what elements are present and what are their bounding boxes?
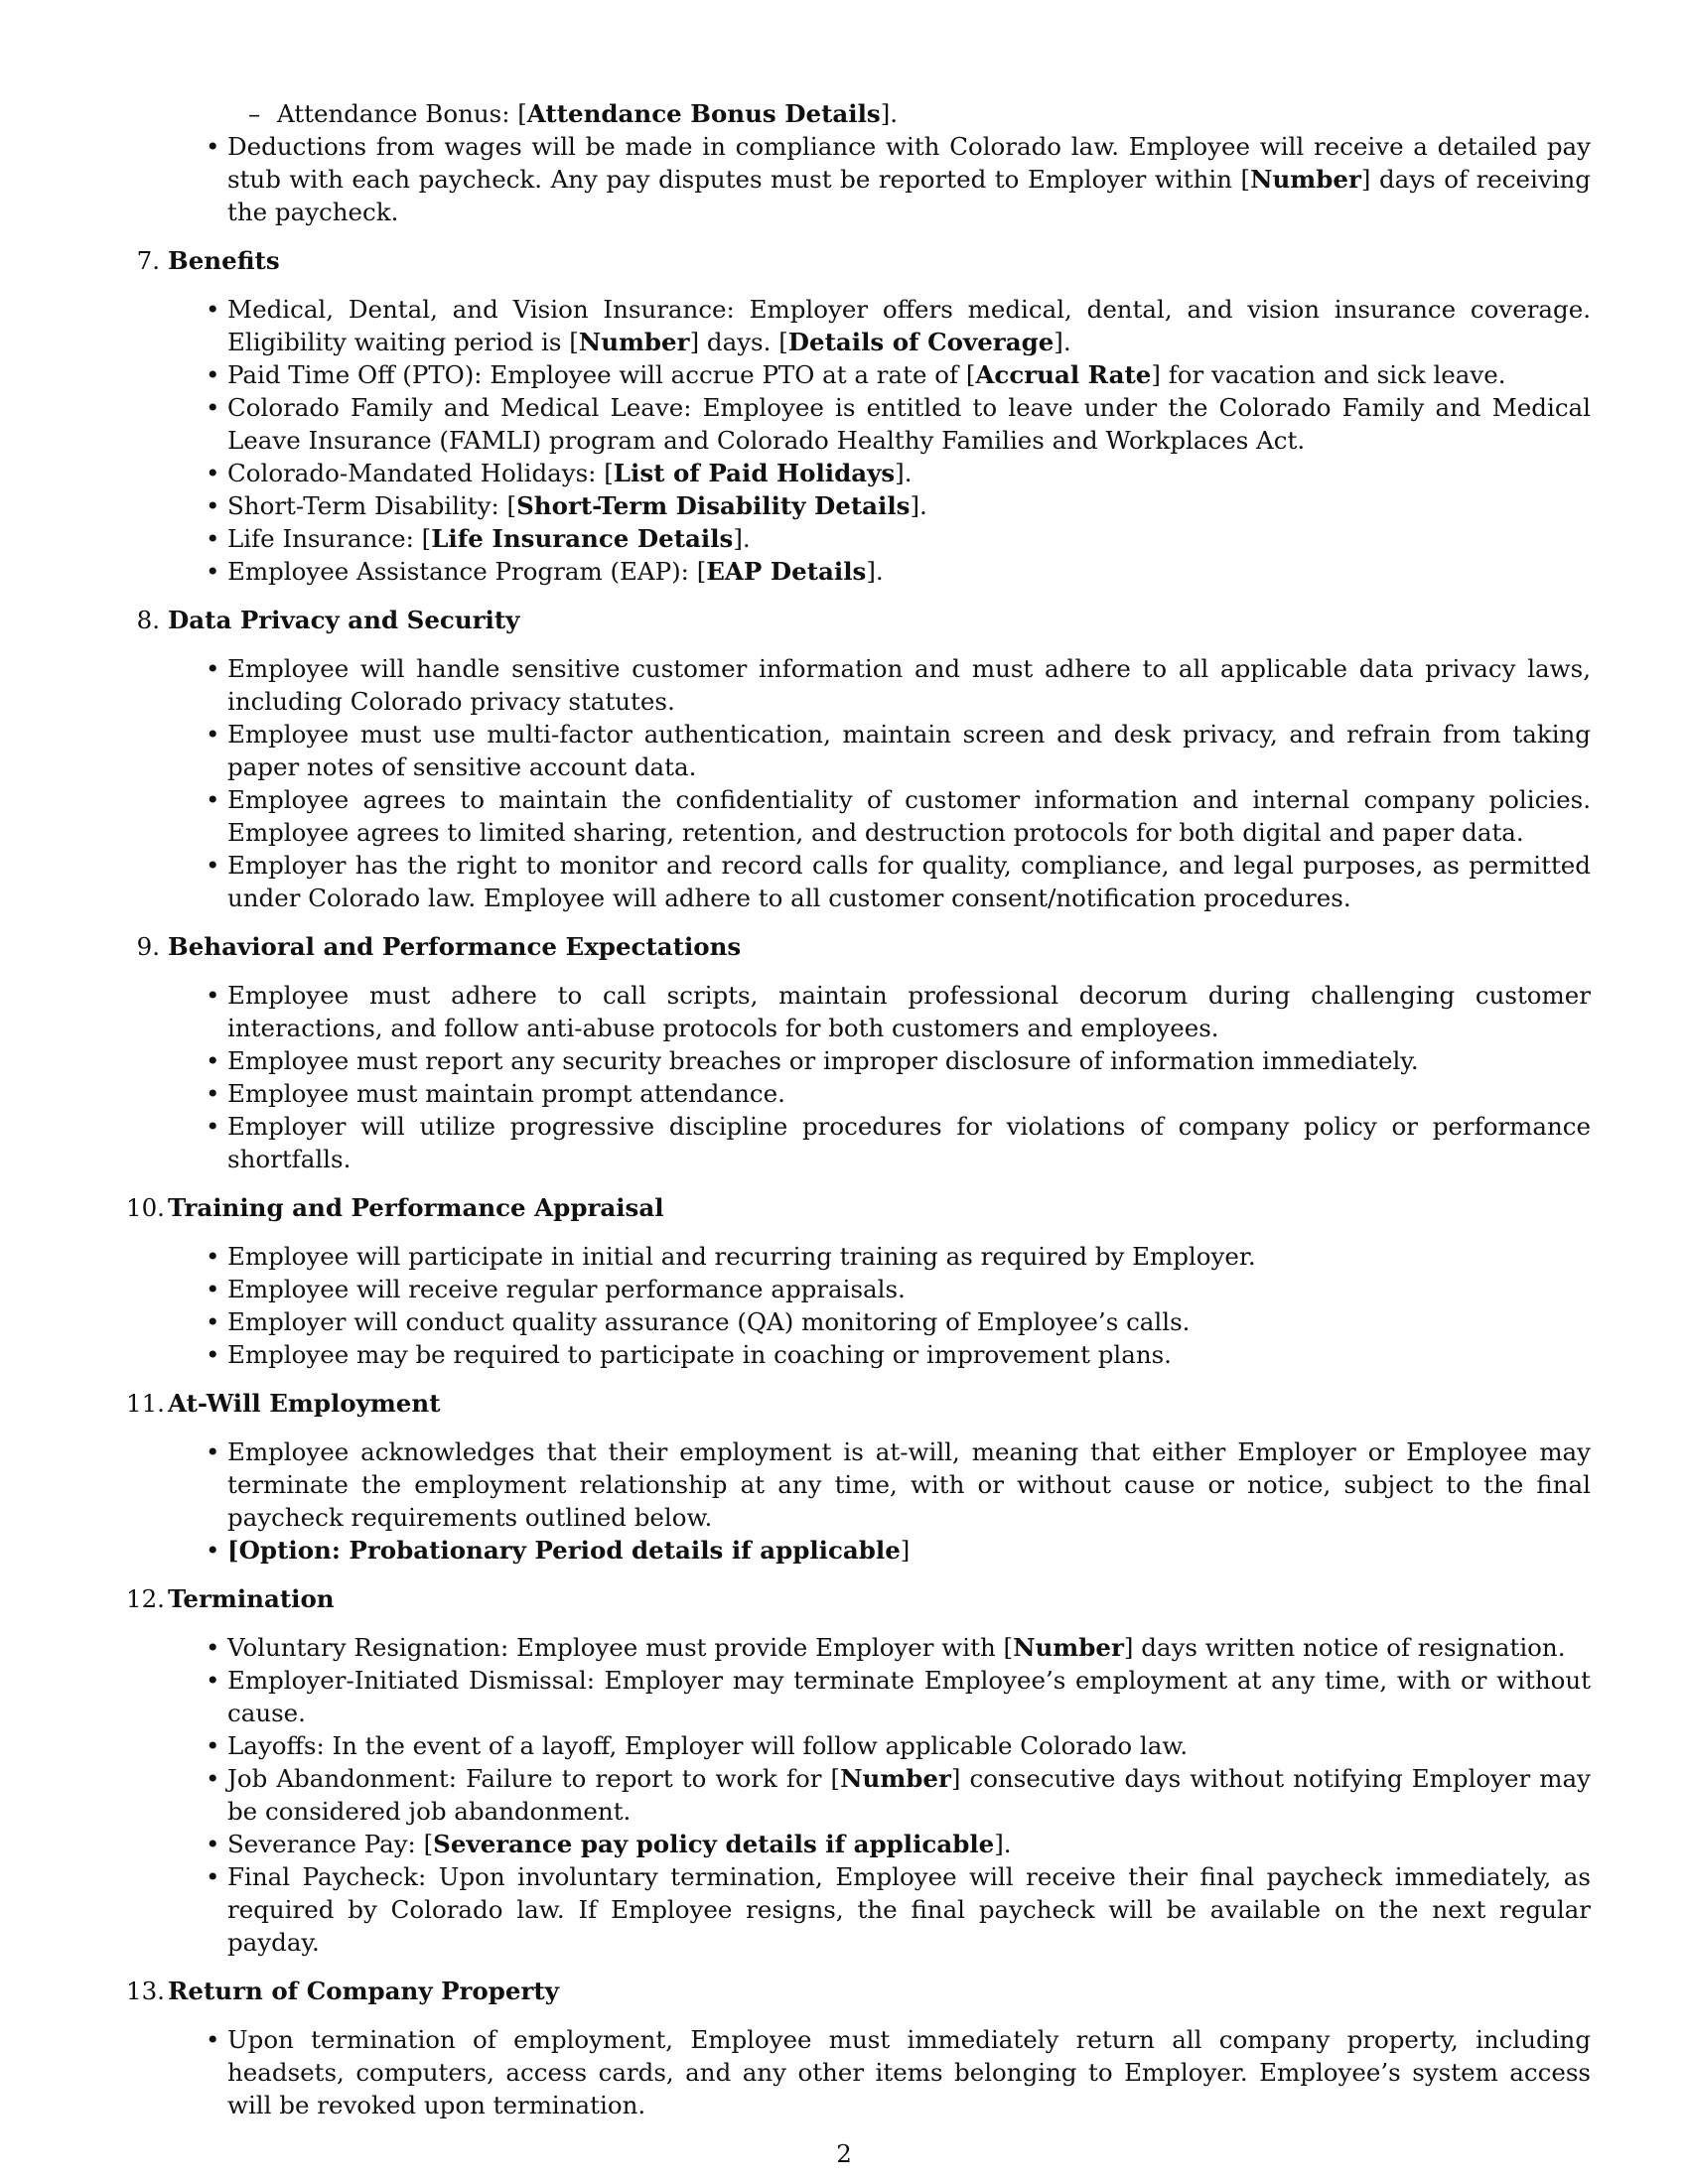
list-item: • Life Insurance: [Life Insurance Details]. xyxy=(227,522,1591,555)
list-item: • Employer will conduct quality assurance (QA) monitoring of Employee’s calls. xyxy=(227,1305,1591,1338)
placeholder: Number xyxy=(1250,165,1361,194)
list-item: • Employer has the right to monitor and record calls for quality, compliance, and legal purposes, as permitted under Colorado law. Employee will adhere to all customer consent/notification procedures. xyxy=(227,849,1591,914)
list-item: • Final Paycheck: Upon involuntary termination, Employee will receive their final paycheck immediately, as required by Colorado law. If Employee resigns, the final paycheck will be available on the next regular payday. xyxy=(227,1860,1591,1959)
at-will-list xyxy=(126,1435,1591,1567)
section-title: At-Will Employment xyxy=(168,1389,441,1418)
document-body xyxy=(126,97,1591,2121)
page-number: 2 xyxy=(836,2139,852,2168)
benefits-list xyxy=(126,293,1591,588)
list-item: • Colorado-Mandated Holidays: [List of Paid Holidays]. xyxy=(227,457,1591,489)
placeholder: Accrual Rate xyxy=(975,360,1152,389)
placeholder: Option: Probationary Period details if applicable xyxy=(238,1536,901,1565)
section-heading xyxy=(126,244,1591,277)
termination-list xyxy=(126,1631,1591,1959)
section-training xyxy=(126,1191,1591,1371)
list-item: • Layoffs: In the event of a layoff, Employer will follow applicable Colorado law. xyxy=(227,1729,1591,1762)
training-list xyxy=(126,1240,1591,1371)
section-title: Termination xyxy=(168,1584,335,1613)
list-item: • Employee must adhere to call scripts, maintain professional decorum during challenging customer interactions, and follow anti-abuse protocols for both customers and employees. xyxy=(227,979,1591,1044)
data-privacy-list xyxy=(126,652,1591,914)
section-behavioral-expectations xyxy=(126,930,1591,1175)
list-item: • Upon termination of employment, Employee must immediately return all company property, including headsets, computers, access cards, and any other items belonging to Employer. Employee’s system access will be revoked upon termination. xyxy=(227,2023,1591,2121)
list-item: • Paid Time Off (PTO): Employee will accrue PTO at a rate of [Accrual Rate] for vacation and sick leave. xyxy=(227,358,1591,391)
section-heading xyxy=(126,930,1591,963)
section-number: 7. xyxy=(136,246,160,275)
placeholder: Number xyxy=(1013,1633,1124,1662)
placeholder: Life Insurance Details xyxy=(431,524,734,553)
list-item: • Deductions from wages will be made in compliance with Colorado law. Employee will receive a detailed pay stub with each paycheck. Any pay disputes must be reported to Employer within [Number] days of receiving the paycheck. xyxy=(227,130,1591,228)
list-item: • Employee Assistance Program (EAP): [EAP Details]. xyxy=(227,555,1591,588)
section-at-will xyxy=(126,1387,1591,1567)
section-termination xyxy=(126,1582,1591,1959)
section-number: 11. xyxy=(126,1389,165,1418)
behavior-list xyxy=(126,979,1591,1175)
section-number: 13. xyxy=(126,1977,165,2005)
section-title: Training and Performance Appraisal xyxy=(168,1193,664,1222)
list-item: • Employee will receive regular performance appraisals. xyxy=(227,1273,1591,1305)
list-item: • Colorado Family and Medical Leave: Employee is entitled to leave under the Colorado Family and Medical Leave Insurance (FAMLI) program and Colorado Healthy Families and Workplaces Act. xyxy=(227,391,1591,457)
placeholder: Attendance Bonus Details xyxy=(526,99,881,128)
list-item: • Employee must use multi-factor authentication, maintain screen and desk privacy, and refrain from taking paper notes of sensitive account data. xyxy=(227,718,1591,783)
dash-marker: – xyxy=(248,99,261,128)
section-title: Benefits xyxy=(168,246,280,275)
list-item: • Medical, Dental, and Vision Insurance: Employer offers medical, dental, and vision insurance coverage. Eligibility waiting period is [Number] days. [Details of Coverage]. xyxy=(227,293,1591,358)
list-item: • Employer will utilize progressive discipline procedures for violations of company policy or performance shortfalls. xyxy=(227,1110,1591,1175)
placeholder: Number xyxy=(840,1764,951,1793)
section-heading xyxy=(126,604,1591,636)
attendance-bonus-subitem: – Attendance Bonus: [Attendance Bonus Details]. xyxy=(248,99,899,128)
list-item: • Employee acknowledges that their employment is at-will, meaning that either Employer or Employee may terminate the employment relationship at any time, with or without cause or notice, subject to the final paycheck requirements outlined below. xyxy=(227,1435,1591,1534)
section-return-property xyxy=(126,1975,1591,2121)
list-item: • [Option: Probationary Period details if applicable] xyxy=(227,1534,1591,1567)
list-item: • Employee must maintain prompt attendance. xyxy=(227,1077,1591,1110)
list-item: • Severance Pay: [Severance pay policy details if applicable]. xyxy=(227,1828,1591,1860)
section-benefits xyxy=(126,244,1591,588)
section-title: Data Privacy and Security xyxy=(168,606,520,634)
placeholder: List of Paid Holidays xyxy=(613,459,896,487)
list-item: • Voluntary Resignation: Employee must provide Employer with [Number] days written notice of resignation. xyxy=(227,1631,1591,1664)
section-heading xyxy=(126,1582,1591,1615)
list-item: • Employee may be required to participate in coaching or improvement plans. xyxy=(227,1338,1591,1371)
list-item: • Short-Term Disability: [Short-Term Disability Details]. xyxy=(227,489,1591,522)
list-item: • Employee will handle sensitive customer information and must adhere to all applicable data privacy laws, including Colorado privacy statutes. xyxy=(227,652,1591,718)
list-item: • Employee agrees to maintain the confidentiality of customer information and internal company policies. Employee agrees to limited sharing, retention, and destruction protocols for both digital and paper data. xyxy=(227,783,1591,849)
section-heading xyxy=(126,1387,1591,1420)
section-number: 9. xyxy=(136,932,160,961)
section-title: Behavioral and Performance Expectations xyxy=(168,932,742,961)
placeholder: Number xyxy=(578,328,690,356)
list-item: • Employer-Initiated Dismissal: Employer may terminate Employee’s employment at any time, with or without cause. xyxy=(227,1664,1591,1729)
section-number: 12. xyxy=(126,1584,165,1613)
return-property-list xyxy=(126,2023,1591,2121)
placeholder: EAP Details xyxy=(706,557,867,586)
section-data-privacy xyxy=(126,604,1591,914)
placeholder: Short-Term Disability Details xyxy=(516,491,911,520)
list-item: • Job Abandonment: Failure to report to work for [Number] consecutive days without notifying Employer may be considered job abandonment. xyxy=(227,1762,1591,1828)
list-item: • Employee will participate in initial and recurring training as required by Employer. xyxy=(227,1240,1591,1273)
section-heading xyxy=(126,1975,1591,2007)
section-heading xyxy=(126,1191,1591,1224)
list-item: • Employee must report any security breaches or improper disclosure of information immediately. xyxy=(227,1044,1591,1077)
section-number: 8. xyxy=(136,606,160,634)
wage-deductions-list xyxy=(126,130,1591,228)
section-title: Return of Company Property xyxy=(168,1977,559,2005)
placeholder: Severance pay policy details if applicable xyxy=(433,1830,995,1858)
placeholder: Details of Coverage xyxy=(787,328,1055,356)
section-number: 10. xyxy=(126,1193,165,1222)
